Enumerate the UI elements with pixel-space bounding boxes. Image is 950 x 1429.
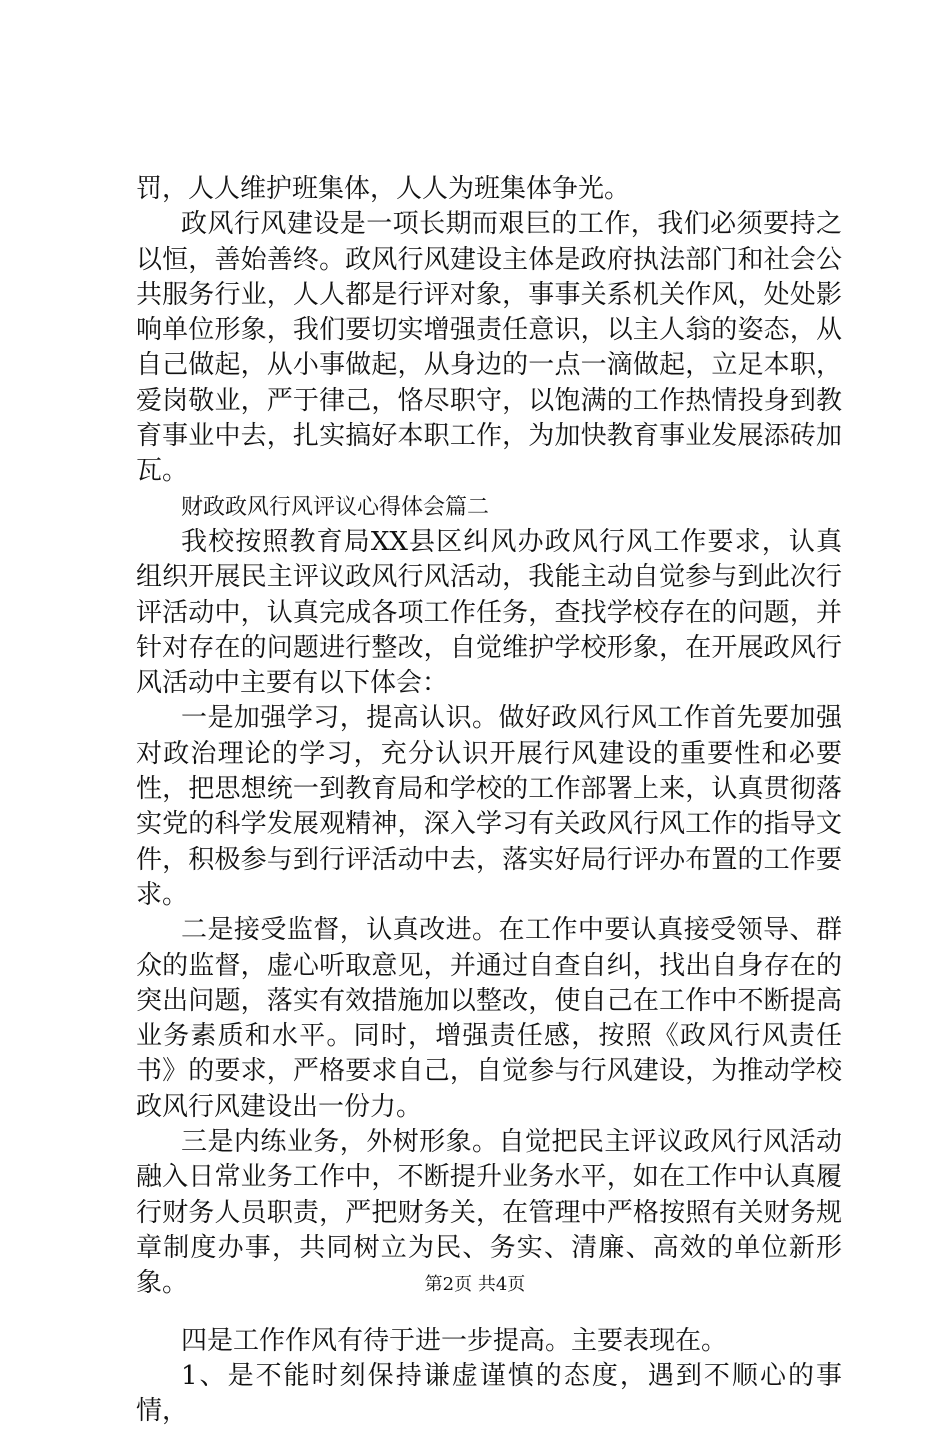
paragraph: 我校按照教育局XX县区纠风办政风行风工作要求，认真组织开展民主评议政风行风活动，我能主动自觉参与到此次行评活动中，认真完成各项工作任务，查找学校存在的问题，并针对存在的问题进行整改，自觉维护学校形象，在开展政风行风活动中主要有以下体会： <box>136 526 842 699</box>
paragraph: 一是加强学习，提高认识。做好政风行风工作首先要加强对政治理论的学习，充分认识开展行风建设的重要性和必要性，把思想统一到教育局和学校的工作部署上来，认真贯彻落实党的科学发展观精神，深入学习有关政风行风工作的指导文件，积极参与到行评活动中去，落实好局行评办布置的工作要求。 <box>136 703 842 910</box>
paragraph: 三是内练业务，外树形象。自觉把民主评议政风行风活动融入日常业务工作中，不断提升业务水平，如在工作中认真履行财务人员职责，严把财务关，在管理中严格按照有关财务规章制度办事，共同树立为民、务实、清廉、高效的单位新形象。 <box>136 1127 842 1299</box>
page-number-footer: 第2页 共4页 <box>424 1274 526 1295</box>
paragraph: 四是工作作风有待于进一步提高。主要表现在。 <box>181 1325 728 1356</box>
paragraph: 政风行风建设是一项长期而艰巨的工作，我们必须要持之以恒，善始善终。政风行风建设主体是政府执法部门和社会公共服务行业，人人都是行评对象，事事关系机关作风，处处影响单位形象，我们要切实增强责任意识，以主人翁的姿态，从自己做起，从小事做起，从身边的一点一滴做起，立足本职，爱岗敬业，严于律己，恪尽职守，以饱满的工作热情投身到教育事业中去，扎实搞好本职工作，为加快教育事业发展添砖加瓦。 <box>136 209 842 487</box>
paragraph: 二是接受监督，认真改进。在工作中要认真接受领导、群众的监督，虚心听取意见，并通过自查自纠，找出自身存在的突出问题，落实有效措施加以整改，使自己在工作中不断提高业务素质和水平。同时，增强责任感，按照《政风行风责任书》的要求，严格要求自己，自觉参与行风建设，为推动学校政风行风建设出一份力。 <box>136 915 842 1122</box>
document-body <box>136 172 842 1429</box>
paragraph: 1、是不能时刻保持谦虚谨慎的态度，遇到不顺心的事情， <box>136 1360 842 1427</box>
paragraph: 罚，人人维护班集体，人人为班集体争光。 <box>136 174 631 204</box>
section-heading: 财政政风行风评议心得体会篇二 <box>181 494 490 520</box>
paragraph-spacer <box>136 1302 842 1324</box>
